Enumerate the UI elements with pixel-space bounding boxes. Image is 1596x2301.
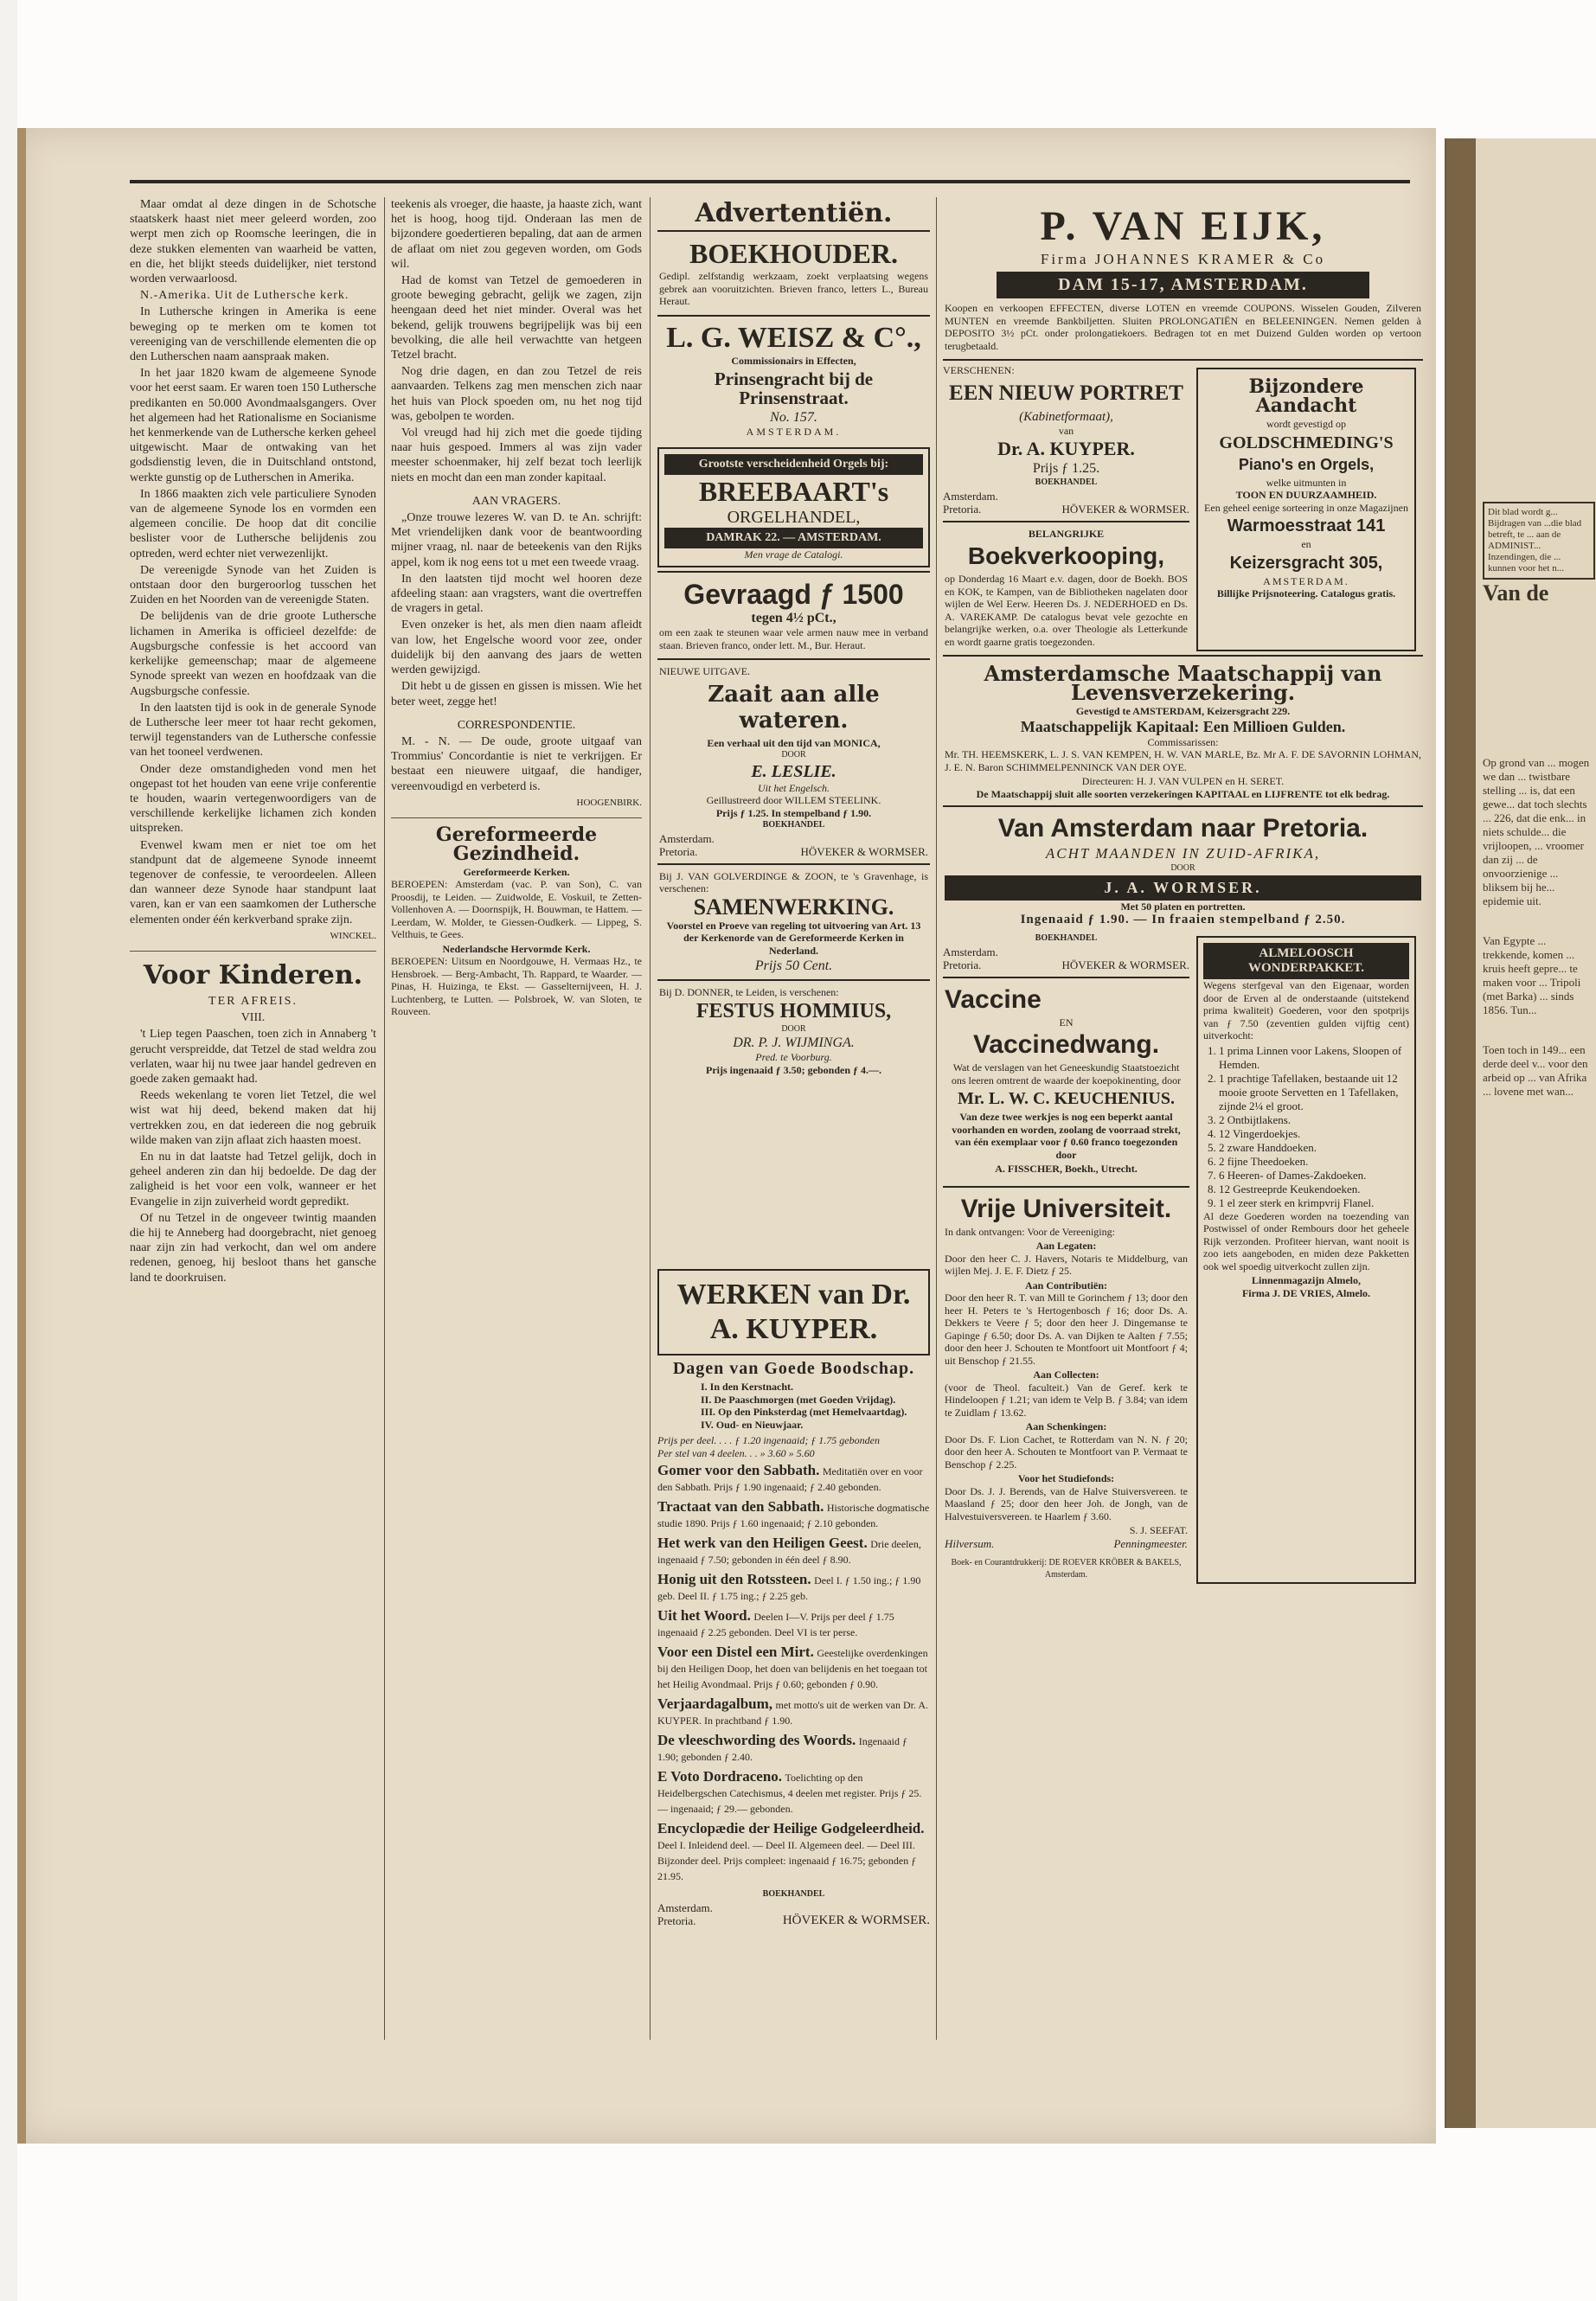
vu-section-text: Door Ds. F. Lion Cachet, te Rotterdam van N. N. ƒ 20; door den heer A. Schouten te Montfoort van P. Vermaat te Benschop ƒ 2.25. (945, 1433, 1188, 1471)
werken-title-box (657, 1269, 930, 1356)
vu-section-head: Aan Legaten: (1035, 1240, 1097, 1252)
gezindheid-title: Gereformeerde Gezindheid. (435, 823, 598, 865)
article-signature: WINCKEL. (330, 930, 376, 941)
ad-address-row (943, 958, 1189, 971)
ad-title: BREEBAART's (698, 475, 889, 507)
vu-title: Vrije Universiteit. (960, 1194, 1172, 1223)
almelo-item: 2. 1 prachtige Tafellaken, bestaande uit 12 mooie groote Servetten en 1 Tafellaken, zijnde 2¼ el groot. (1219, 1072, 1409, 1113)
ad-gevraagd (657, 571, 930, 658)
ad-note: Men vrage de Catalogi. (744, 548, 843, 561)
vragers-paragraph: Dit hebt u de gissen en gissen is missen. Wie het beter weet, zegge het! (391, 680, 642, 708)
ad-address-row (659, 832, 928, 845)
column-rule (936, 197, 937, 2040)
werken-item: IV. Oud- en Nieuwjaar. (701, 1418, 804, 1431)
gezindheid-text1: BEROEPEN: Amsterdam (vac. P. van Son), C. van Proosdij, te Leiden. — Zuidwolde, E. Voskuil, te Zetten-Vollenhoven A. — Doornspijk, H. Bouwman, te Hattem. — Leerdam, W. Molder, te Giessen-Oudkerk. — Lippeg, S. Velthuis, te Gees. (391, 878, 642, 941)
ad-title: BOEKHOUDER. (689, 238, 898, 269)
ad-label: BELANGRIJKE (1028, 527, 1105, 540)
werken-item: I. In den Kerstnacht. (701, 1381, 794, 1393)
ad-name: Dr. A. KUYPER. (997, 438, 1135, 459)
ad-note: Al deze Goederen worden na toezending van Postwissel of onder Rembours door het geheele Rijk verzonden. Profiteer hiervan, want nooit is zoo iets aangeboden, en miden deze Pakketten ook wel spoedig uitverkocht zullen zijn. (1203, 1209, 1409, 1272)
ad-price: Prijs ƒ 1.25. In stempelband ƒ 1.90. (715, 806, 872, 819)
ad-city: AMSTERDAM. (1263, 574, 1349, 587)
kids-subtitle: TER AFREIS. (208, 994, 298, 1008)
ad-subtitle: Commissionairs in Effecten, (731, 354, 856, 367)
vragers-heading: AAN VRAGERS. (471, 494, 561, 508)
ad-text: om een zaak te steunen waar vele armen nauw mee in verband staan. Brieven franco, onder lett. M., Bur. Heraut. (659, 626, 928, 651)
ad-firm: Firma JOHANNES KRAMER & Co (1040, 251, 1326, 267)
ad-door: DOOR (1170, 863, 1195, 873)
ad-firm: HÖVEKER & WORMSER. (1061, 958, 1189, 971)
correspondentie-text: M. - N. — De oude, groote uitgaaf van Trommius' Concordantie is niet te verkrijgen. Er bestaat een nieuwere uitgaaf, die handiger, vereenvoudigd en verbeterd is. (391, 734, 642, 793)
vu-place: Hilversum. (945, 1536, 995, 1550)
vu-section-head: Aan Contributiën: (1024, 1279, 1107, 1292)
ad-portret (943, 364, 1189, 655)
almelo-item: 3. 2 Ontbijtlakens. (1219, 1113, 1409, 1127)
ad-seller: BOEKHANDEL (762, 1889, 825, 1899)
ad-subtitle: tegen 4½ pCt., (751, 611, 836, 625)
ad-note: Met 50 platen en portretten. (1120, 900, 1246, 913)
article-paragraph: In den laatsten tijd is ook in de generale Synode de Luthersche leer meer tot haar recht gekomen, terwijl tegenstanders van de Luthersche confessie van het tooneel verdwenen. (130, 701, 376, 760)
book-entry (657, 1535, 930, 1568)
ad-text: Voorstel en Proeve van regeling tot uitvoering van Art. 13 der Kerkenorde van de Gereformeerde Kerken in Nederland. (666, 919, 921, 957)
ad-top: Grootste verscheidenheid Orgels bij: (664, 454, 923, 475)
article-paragraph: De vereenigde Synode van het Zuiden is ontstaan door den burgeroorlog tusschen het Zuiden en het Noorden van de vereenigde Staten. (130, 563, 376, 607)
ad-firm: HÖVEKER & WORMSER. (1061, 502, 1189, 516)
ad-capital: Maatschappelijk Kapitaal: Een Millioen Gulden. (1020, 717, 1346, 735)
book-desc: Deel I. Inleidend deel. — Deel II. Algemeen deel. — Deel III. Bijzonder deel. Prijs compleet: ingenaaid ƒ 16.75; gebonden ƒ 21.95. (657, 1839, 917, 1882)
article-paragraph: Evenwel kwam men er niet toe om het standpunt dat de algemeene Synode inneemt tegenover de confessie, te veroordeelen. Alleen dan wanneer deze Synode haar standpunt laat varen, kan er van een saamkomen der Luthersche elementen onder één kerkverband sprake zijn. (130, 838, 376, 926)
ad-door: DOOR (781, 1023, 806, 1034)
ad-almelo (1196, 936, 1416, 1584)
ad-zaait (657, 658, 930, 863)
article-paragraph: In 1866 maakten zich vele particuliere Synoden van de algemeene Synode los en vormden een algemeen concilie. De hoop dat dit concilie beslister voor de Luthersche belijdenis zou optreden, werd echter niet verwezenlijkt. (130, 487, 376, 561)
book-desc: Toelichting op den Heidelbergschen Catechismus, 4 deelen met register. Prijs ƒ 25.— ingenaaid; ƒ 29.— gebonden. (657, 1772, 922, 1815)
gezindheid-text2: BEROEPEN: Uitsum en Noordgouwe, H. Vermaas Hz., te Hensbroek. — Berg-Ambacht, Th. Rappard, te Waarder. — Pinas, H. Huizinga, te Ekst. — Gasselternijveen, H. J. Luchtenberg, te Lutten. — Polsbroek, W. van Sloten, te Rouveen. (391, 955, 642, 1018)
gezindheid-sub2: Nederlandsche Hervormde Kerk. (442, 942, 591, 955)
vu-role: Penningmeester. (1113, 1536, 1188, 1550)
book-title: E Voto Dordraceno. (657, 1768, 783, 1785)
adjacent-paragraph: Van Egypte ... trekkende, komen ... kruis heeft gepre... te maken voor ... Tripoli (met Barka) ... sinds 1856. Tun... (1483, 934, 1581, 1016)
article-intro: teekenis als vroeger, die haaste, ja haaste zich, want het is hoog, hoog tijd. Onderaan las men de bijzondere goedertieren bepaling, dat aan de armen de aflaat om niet zou gegeven worden, om Gods wil. (391, 198, 642, 271)
article-paragraph: Had de komst van Tetzel de gemoederen in groote beweging gebracht, gelijk we zagen, zijn heengaan deed het niet minder. Overal was het bekend, gelijk trouwens begrijpelijk was bij een bevolking, die alle heil verwachtte van hetgeen Tetzel bracht. (391, 274, 642, 362)
book-desc: Drie deelen, ingenaaid ƒ 7.50; gebonden in één deel ƒ 8.90. (657, 1538, 921, 1566)
ad-seller: BOEKHANDEL (1035, 933, 1098, 943)
adjacent-page (1445, 138, 1596, 2128)
ad-boekhouder (657, 230, 930, 315)
ad-commissioners: Mr. TH. HEEMSKERK, L. J. S. VAN KEMPEN, H. W. VAN MARLE, Bz. Mr A. F. DE SAVORNIN LOHMAN, J. E. N. Baron SCHIMMELPENNINCK VAN DER OYE. (945, 748, 1421, 773)
article-paragraph: In het jaar 1820 kwam de algemeene Synode voor het eerst saam. Er waren toen 150 Luthersche predikanten en 50.000 Avondmaalsgangers. Over het algemeen had het Rationalisme en Socianisme het kenmerkende van de Luthersche kerken geheel uitgewischt. Maar de ontwaking van het godsdienstig leven, die in Duitschland ontstond, werkte gunstig op de Lutherschen in Amerika. (130, 367, 376, 484)
ad-title: Bijzondere Aandacht (1248, 375, 1364, 417)
ad-breebaart (657, 447, 930, 568)
book-title: Verjaardagalbum, (657, 1695, 773, 1712)
ad-title: Amsterdamsche Maatschappij van Levensverzekering. (984, 661, 1382, 705)
ad-author: J. A. WORMSER. (945, 875, 1421, 901)
book-title: Tractaat van den Sabbath. (657, 1498, 824, 1515)
ad-city: Pretoria. (943, 502, 982, 516)
ad-vaccine (943, 977, 1189, 1181)
ad-seller: BOEKHANDEL (1035, 478, 1098, 487)
ad-author: Mr. L. W. C. KEUCHENIUS. (958, 1089, 1175, 1108)
ad-tagline: De Maatschappij sluit alle soorten verzekeringen KAPITAAL en LIJFRENTE tot elk bedrag. (976, 787, 1390, 800)
ad-firm: Linnenmagazijn Almelo, (1251, 1274, 1361, 1286)
ad-city: Amsterdam. (943, 489, 998, 503)
ad-intro: Bij D. DONNER, te Leiden, is verschenen: (659, 986, 839, 998)
adjacent-notice-box: Dit blad wordt g... Bijdragen van ...die blad betreft, te ... aan de ADMINIST... Inzendingen, die ... kunnen voor het n... (1483, 502, 1595, 580)
ad-address: DAMRAK 22. — AMSTERDAM. (664, 528, 923, 548)
ad-subtitle: (Kabinetformaat), (1019, 409, 1113, 424)
werken-price: Per stel van 4 deelen. . . » 3.60 » 5.60 (657, 1446, 815, 1459)
werken-item: II. De Paaschmorgen (met Goeden Vrijdag). (701, 1393, 896, 1406)
ad-title: L. G. WEISZ & C°., (666, 321, 921, 354)
book-desc: Historische dogmatische studie 1890. Prijs ƒ 1.60 ingenaaid; ƒ 2.10 gebonden. (657, 1502, 930, 1529)
adjacent-paragraph: Toen toch in 149... een derde deel v... voor den arbeid op ... van Afrika ... lovene met wan... (1483, 1043, 1588, 1098)
article-heading: N.-Amerika. Uit de Luthersche kerk. (140, 289, 349, 303)
ad-title: Boekverkooping, (967, 542, 1165, 569)
vu-intro: In dank ontvangen: Voor de Vereeniging: (945, 1225, 1115, 1238)
vu-section-text: (voor de Theol. faculteit.) Van de Geref. kerk te Hindeloopen ƒ 1.21; van idem te Velp B. ƒ 3.84; van idem te Zuidlam ƒ 13.62. (945, 1381, 1188, 1419)
ad-title: Zaait aan alle wateren. (708, 681, 880, 734)
top-rule (130, 180, 1410, 183)
almelo-item: 1. 1 prima Linnen voor Lakens, Sloopen of Hemden. (1219, 1044, 1409, 1072)
ad-established: Gevestigd te AMSTERDAM, Keizersgracht 229. (1075, 705, 1291, 717)
book-desc: met motto's uit de werken van Dr. A. KUYPER. In prachtband ƒ 1.90. (657, 1699, 928, 1727)
vu-section-head: Voor het Studiefonds: (1017, 1472, 1115, 1484)
ad-price: Prijs 50 Cent. (754, 958, 833, 973)
book-entry (657, 1769, 930, 1817)
ad-title: P. VAN EIJK, (1040, 203, 1326, 249)
ad-city: Pretoria. (659, 844, 698, 858)
ad-address: Warmoesstraat 141 (1227, 516, 1386, 535)
vu-sign-row (945, 1537, 1188, 1550)
printer-line: Boek- en Courantdrukkerij: DE ROEVER KRÖBER & BAKELS, Amsterdam. (951, 1557, 1182, 1580)
adjacent-paragraph: Op grond van ... mogen we dan ... twistbare stelling ... is, dat een gewe... dat toch slechts ... 226, dat die enk... in niets schulde... die vrijloopen, ... vroomer dan zij ... de onvoorzienige ... bliksem bij he... epidemie uit. (1483, 756, 1590, 907)
ad-title: ALMELOOSCH WONDERPAKKET. (1203, 943, 1409, 979)
book-entry (657, 1733, 930, 1766)
ad-number: No. 157. (770, 410, 817, 425)
almelo-item: 8. 12 Gestreeprde Keukendoeken. (1219, 1183, 1409, 1196)
ad-vu (943, 1186, 1189, 1587)
ad-text: Koopen en verkoopen EFFECTEN, diverse LOTEN en vreemde COUPONS. Wisselen Gouden, Zilveren MUNTEN en vreemde Bankbiljetten. Sluiten PROLONGATIËN en BELEENINGEN. Nemen gelden à DEPOSITO 3½ pCt. onder prolongatiekoers. Bedragen tot en met Duizend Gulden worden op vertoon terugbetaald. (945, 302, 1421, 352)
ad-pretoria (943, 805, 1423, 933)
article-paragraph: De belijdenis van de drie groote Luthersche lichamen in Amerika is officieel dezelfde: de Augsburgsche confessie is het accoord van kerkelijke gemeenschap; maar de algemeene Synode spreekt van wezen en hoofdzaak van die Augsburgsche confessie. (130, 610, 376, 698)
article-paragraph: Nog drie dagen, en dan zou Tetzel de reis aanvaarden. Telkens zag men menschen zich naar het huis van Plock spoeden om, nu het nog tijd was, gebolpen te worden. (391, 365, 642, 423)
ad-title: Gevraagd ƒ 1500 (683, 579, 904, 610)
ad-row (943, 933, 1423, 1587)
article-intro: Maar omdat al deze dingen in de Schotsche staatskerk haast niet meer geleerd worden, zoo werpt men zich op Roomsche leeringen, die in deze stukken elementen van waarheid be vatten, en die, het blijkt steeds duidelijker, niet terstond worden verwaarloosd. (130, 198, 376, 286)
ad-hommius (657, 979, 930, 1081)
ad-note: welke uitmunten in (1266, 476, 1347, 489)
ad-subtitle: Een verhaal uit den tijd van MONICA, (707, 736, 881, 749)
adjacent-page-binding (1446, 138, 1476, 2128)
almelo-items (1203, 1044, 1409, 1210)
ad-items: Piano's en Orgels, (1238, 455, 1375, 473)
book-title: Uit het Woord. (657, 1607, 751, 1624)
ad-intro: Bij J. VAN GOLVERDINGE & ZOON, te 's Gravenhage, is verschenen: (659, 869, 928, 894)
column-1 (130, 197, 376, 1287)
vu-section-text: Door Ds. J. J. Berends, van de Halve Stuiversvereen. te Maasland ƒ 25; door den heer Joh. de Jongh, van de Halvestuiversvereen. te Haarlem ƒ 3.60. (945, 1484, 1188, 1522)
book-entry (657, 1608, 930, 1641)
ad-city: Pretoria. (657, 1913, 696, 1927)
kids-section-title: Voor Kinderen. (143, 959, 363, 990)
correspondentie-signature: HOOGENBIRK. (576, 797, 642, 808)
ad-subtitle: Dagen van Goede Boodschap. (672, 1359, 915, 1378)
ad-city: Amsterdam. (657, 1900, 713, 1914)
ad-address: Prinsengracht bij de Prinsenstraat. (714, 369, 874, 408)
scan-margin (0, 0, 17, 2301)
ad-quality: TOON EN DUURZAAMHEID. (1235, 489, 1377, 501)
ad-weisz (657, 315, 930, 444)
book-title: De vleeschwording des Woords. (657, 1732, 856, 1748)
ad-illustrator: Geillustreerd door WILLEM STEELINK. (706, 794, 881, 806)
ad-address-row (943, 490, 1189, 503)
book-desc: Geestelijke overdenkingen bij den Heiligen Doop, het doen van belijdenis en het toegaan tot het Heilig Avondmaal. Prijs ƒ 0.60; gebonden ƒ 0.90. (657, 1647, 928, 1690)
ad-note: Van deze twee werkjes is nog een beperkt aantal voorhanden en worden, zoolang de voorraad strekt, van één exemplaar voor ƒ 0.60 franco toegezonden door (952, 1111, 1181, 1161)
ad-firm: A. FISSCHER, Boekh., Utrecht. (995, 1163, 1138, 1175)
kids-paragraph: 't Liep tegen Paaschen, toen zich in Annaberg 't gerucht verspreidde, dat Tetzel de stad weldra zou verlaten, waar hij nu twee jaar handel gedreven en goede zaken gemaakt had. (130, 1028, 376, 1086)
ad-title: SAMENWERKING. (693, 894, 894, 920)
vu-signature: S. J. SEEFAT. (1129, 1524, 1188, 1536)
ad-firm: HÖVEKER & WORMSER. (800, 844, 928, 858)
ad-title: EEN NIEUW PORTRET (949, 381, 1183, 405)
ad-city: Amsterdam. (943, 945, 998, 958)
ad-aandacht (1196, 368, 1416, 651)
ad-werken-kuyper (657, 1266, 930, 1927)
article-paragraph: Vol vreugd had hij zich met die goede tijding naar huis gespoed. Immers al was zijn vader meester schoenmaker, hij zelf bezat toch leerlijk niets en mocht dan een man zonder kapitaal. (391, 426, 642, 484)
ad-author: DR. P. J. WIJMINGA. (733, 1035, 855, 1050)
ad-directors: Directeuren: H. J. VAN VULPEN en H. SERET. (1081, 775, 1285, 787)
vu-section-head: Aan Schenkingen: (1025, 1420, 1107, 1433)
ad-seller: BOEKHANDEL (762, 820, 825, 830)
ad-translation: Uit het Engelsch. (758, 781, 830, 794)
newspaper-page (17, 128, 1436, 2144)
ad-text: Een geheel eenige sorteering in onze Magazijnen (1204, 501, 1408, 514)
vu-section-text: Door den heer R. T. van Mill te Gorinchem ƒ 13; door den heer H. Peters te 's Hertogenbosch ƒ 16; door Ds. A. Dekkers te Veere ƒ 5; door den heer J. Dingemanse te Gapinge ƒ 6.50; door Ds. A. van Dijken te Aalten ƒ 7.55; door den heer J. Schouten te Montfoort uit Montfoort ƒ 4; uit Benschop ƒ 21.55. (945, 1292, 1188, 1367)
ad-title: WERKEN van Dr. A. KUYPER. (676, 1279, 911, 1345)
book-title: Voor een Distel een Mirt. (657, 1644, 814, 1660)
ad-address-row (943, 945, 1189, 958)
article-paragraph: In Luthersche kringen in Amerika is eene beweging op te merken om te komen tot vereeniging van de verschillende elementen die op den Lutherschen naam aanspraak maken. (130, 305, 376, 364)
column-rule (384, 197, 385, 2040)
ad-label: NIEUWE UITGAVE. (659, 665, 751, 677)
book-title: Het werk van den Heiligen Geest. (657, 1535, 868, 1551)
vragers-paragraph: In den laatsten tijd mocht wel hooren deze afdeeling staan: aan vragsters, want die overtreffen de vragers in getal. (391, 572, 642, 616)
almelo-item: 7. 6 Heeren- of Dames-Zakdoeken. (1219, 1169, 1409, 1183)
ad-en: en (1301, 538, 1311, 550)
ad-subtitle: wordt gevestigd op (1266, 418, 1346, 430)
ad-left-stack (943, 933, 1189, 1587)
ad-vaneijk (943, 197, 1423, 359)
ad-maatschappij (943, 655, 1423, 805)
werken-items (657, 1381, 930, 1431)
kids-paragraph: Reeds wekenlang te voren liet Tetzel, die wel wist wat hij deed, bekend maken dat hij vertrekken zou, en dat iedereen die nog gebruik wilde maken van zijn aflaat zich haasten moest. (130, 1089, 376, 1147)
page-binding (17, 128, 26, 2144)
ad-label: VERSCHENEN: (943, 364, 1015, 376)
article-paragraph: Onder deze omstandigheden vond men het ongepast tot het houden van eene vrije conferentie te houden, waarin vertegenwoordigers van de verschillende kerkelijke lichamen zich konden uitspreken. (130, 762, 376, 836)
werken-price: Prijs per deel. . . . ƒ 1.20 ingenaaid; ƒ 1.75 gebonden (657, 1434, 880, 1446)
book-title: Encyclopædie der Heilige Godgeleerdheid. (657, 1820, 925, 1836)
advertenties-header: Advertentiën. (695, 198, 893, 228)
almelo-item: 4. 12 Vingerdoekjes. (1219, 1127, 1409, 1141)
ad-address-row (943, 503, 1189, 516)
ad-van: van (1058, 424, 1074, 437)
ad-city: Pretoria. (943, 958, 982, 971)
kids-paragraph: Of nu Tetzel in de ongeveer twintig maanden die hij te Anneberg had doorgebracht, niet genoeg naar zijn zin had verkocht, dan wel om andere redenen, genoeg, hij besloot thans het gansche land te doorkruisen. (130, 1211, 376, 1285)
book-desc: Ingenaaid ƒ 1.90; gebonden ƒ 2.40. (657, 1735, 908, 1763)
ad-door: DOOR (781, 750, 806, 760)
ad-title: Van Amsterdam naar Pretoria. (997, 814, 1368, 843)
book-desc: Deelen I—V. Prijs per deel ƒ 1.75 ingenaaid ƒ 2.25 gebonden. Deel VI is ter perse. (657, 1611, 894, 1638)
ad-price: Prijs ƒ 1.25. (1032, 461, 1100, 476)
ad-address-row (657, 1901, 930, 1914)
section-divider (130, 951, 376, 952)
ad-price: Ingenaaid ƒ 1.90. — In fraaien stempelband ƒ 2.50. (1020, 913, 1346, 926)
ad-text: Gedipl. zelfstandig werkzaam, zoekt verplaatsing wegens gebrek aan vooruitzichten. Brieven franco, letters L., Bureau Heraut. (659, 270, 928, 307)
book-entry (657, 1463, 930, 1496)
ad-samenwerking (657, 863, 930, 980)
ad-text: op Donderdag 16 Maart e.v. dagen, door de Boekh. BOS en KOK, te Kampen, van de Bibliotheken nagelaten door wijlen de Wel Eerw. Heeren Ds. J. NEDERHOED en Ds. A. VAREKAMP. De catalogus bevat vele gezochte en belangrijke werken, o.a. over Theologie als Letterkunde en wordt gaarne gratis toegezonden. (945, 573, 1188, 648)
ad-en: EN (1059, 1016, 1074, 1029)
book-entry (657, 1696, 930, 1729)
ad-comm-label: Commissarissen: (1147, 735, 1219, 748)
book-entry (657, 1572, 930, 1605)
column-3 (657, 197, 930, 1081)
section-divider (391, 817, 642, 818)
ad-address: Keizersgracht 305, (1229, 553, 1383, 573)
column-4 (943, 197, 1423, 1587)
book-desc: Meditatiën over en voor den Sabbath. Prijs ƒ 1.90 ingenaaid; ƒ 2.40 gebonden. (657, 1465, 923, 1493)
ad-owner: Firma J. DE VRIES, Almelo. (1241, 1286, 1371, 1299)
book-entry (657, 1499, 930, 1532)
almelo-item: 9. 1 el zeer sterk en krimpvrij Flanel. (1219, 1196, 1409, 1210)
ad-text: Wat de verslagen van het Geneeskundig Staatstoezicht ons leeren omtrent de waarde der koepokinenting, door (951, 1061, 1182, 1086)
kids-paragraph: En nu in dat laatste had Tetzel gelijk, doch in geheel anderen zin dan hij bedoelde. De dag der zaligheid is het voor een volk, wanneer er het Evangelie in zijn zuiverheid wordt gepredikt. (130, 1150, 376, 1208)
ad-title: FESTUS HOMMIUS, (695, 999, 892, 1022)
almelo-item: 6. 2 fijne Theedoeken. (1219, 1155, 1409, 1169)
ad-city: AMSTERDAM. (746, 426, 842, 438)
book-title: Gomer voor den Sabbath. (657, 1462, 820, 1478)
ad-subtitle: ORGELHANDEL, (727, 507, 861, 527)
book-title: Honig uit den Rotssteen. (657, 1571, 811, 1587)
vragers-paragraph: Even onzeker is het, als men dien naam afleidt van low, het Engelsche woord voor zee, onder duidelijk bij den aanvang des jaars de wetten werden gewijzigd. (391, 619, 642, 677)
column-rule (650, 197, 651, 2040)
book-entry (657, 1821, 930, 1885)
vu-section-text: Door den heer C. J. Havers, Notaris te Middelburg, van wijlen Mej. J. E. F. Dietz ƒ 25. (945, 1252, 1188, 1277)
column-2 (391, 197, 642, 1020)
ad-veiling (943, 521, 1189, 656)
vragers-paragraph: „Onze trouwe lezeres W. van D. te An. schrijft: Met vriendelijken dank voor de beantwoording mijner vraag, nl. naar de beteekenis van den Rijks appel, kom ik nog eens tot u met een tweede vraag. (391, 511, 642, 569)
book-desc: Deel I. ƒ 1.50 ing.; ƒ 1.90 geb. Deel II. ƒ 1.75 ing.; ƒ 2.25 geb. (657, 1574, 921, 1602)
ad-address-row (659, 845, 928, 858)
ad-name: GOLDSCHMEDING'S (1219, 433, 1394, 452)
book-entry (657, 1644, 930, 1693)
ad-row (943, 359, 1423, 655)
ad-address-row (657, 1914, 930, 1927)
ad-city: Amsterdam. (659, 831, 715, 845)
ad-author: E. LESLIE. (751, 761, 836, 781)
almelo-item: 5. 2 zware Handdoeken. (1219, 1141, 1409, 1155)
gezindheid-sub1: Gereformeerde Kerken. (463, 865, 570, 878)
adjacent-column (1483, 502, 1595, 1099)
vu-section-head: Aan Collecten: (1033, 1368, 1099, 1381)
ad-role: Pred. te Voorburg. (755, 1051, 832, 1063)
ad-text: Wegens sterfgeval van den Eigenaar, worden door de Erven al de onderstaande (uitstekend prima kwaliteit) Goederen, voor den spotprijs van ƒ 7.50 (zeventien gulden vijftig cent) uitverkocht: (1203, 979, 1409, 1042)
ad-subtitle: ACHT MAANDEN IN ZUID-AFRIKA, (1045, 845, 1321, 862)
ad-price: Prijs ingenaaid ƒ 3.50; gebonden ƒ 4.—. (705, 1063, 881, 1076)
ad-footer: Billijke Prijsnoteering. Catalogus gratis. (1216, 587, 1396, 599)
kids-number: VIII. (240, 1011, 266, 1025)
ad-firm: HÖVEKER & WORMSER. (782, 1913, 930, 1927)
adjacent-heading: Van de (1483, 580, 1549, 606)
ad-title: Vaccinedwang. (972, 1030, 1160, 1059)
werken-item: III. Op den Pinksterdag (met Hemelvaartdag). (701, 1406, 907, 1418)
ad-address: DAM 15-17, AMSTERDAM. (997, 272, 1369, 298)
ad-title: Vaccine (945, 984, 1042, 1014)
correspondentie-heading: CORRESPONDENTIE. (457, 718, 576, 732)
